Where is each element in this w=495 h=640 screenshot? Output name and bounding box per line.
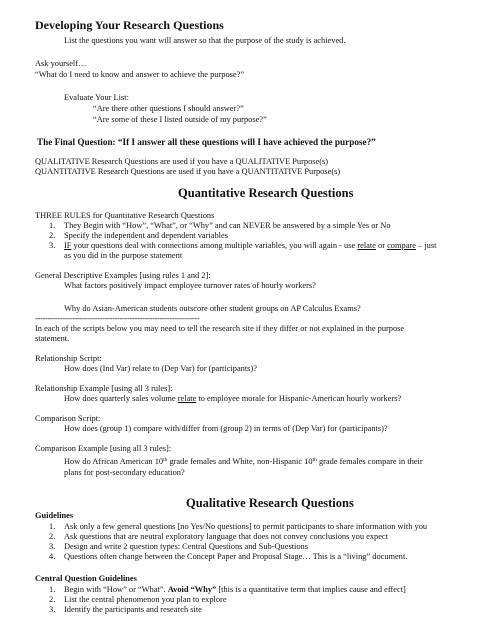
guideline-1: Ask only a few general questions [no Yes/No questions] to permit participants to share information with you: [64, 522, 428, 531]
qualitative-heading: Qualitative Research Questions: [186, 496, 354, 510]
guideline-number: 1.: [49, 522, 56, 531]
central-number: 2.: [49, 595, 56, 604]
dashed-divider: ------------------------------------------------------------------: [35, 314, 200, 323]
evaluate-question-2: “Are some of these I listed outside of my purpose?”: [93, 115, 267, 124]
guidelines-label: Guidelines: [35, 511, 74, 520]
page-title: Developing Your Research Questions: [35, 18, 224, 32]
ask-question-text: “What do I need to know and answer to achieve the purpose?”: [35, 70, 245, 79]
guideline-number: 3.: [49, 542, 56, 551]
central-guideline-2: List the central phenomenon you plan to explore: [64, 595, 227, 604]
ask-yourself-label: Ask yourself…: [35, 59, 87, 68]
central-guidelines-label: Central Question Guidelines: [35, 574, 137, 583]
rel-ex-part-b: to employee morale for Hispanic-American hourly workers?: [196, 394, 402, 403]
cmp-ex-part-b: grade females and White, non-Hispanic 10: [167, 457, 313, 466]
final-question: The Final Question: “If I answer all these questions will I have achieved the purpose?”: [37, 137, 376, 147]
three-rules-label: THREE RULES for Quantitative Research Questions: [35, 211, 215, 220]
rel-ex-relate: relate: [177, 394, 197, 403]
general-examples-label: General Descriptive Examples [using rules 1 and 2]:: [35, 271, 211, 280]
cmp-ex-sup-1: th: [163, 457, 168, 463]
rule-3-text-line2: as you did in the purpose statement: [64, 251, 183, 260]
cmp-ex-part-c: grade females compare in their: [316, 457, 423, 466]
rule-3-or: or: [375, 241, 388, 250]
guideline-number: 4.: [49, 552, 56, 561]
rule-3-compare: compare: [387, 241, 416, 250]
relationship-example-label: Relationship Example [using all 3 rules]:: [35, 384, 173, 393]
central-guideline-1: [64, 585, 406, 595]
general-example-2: Why do Asian-American students outscore other student groups on AP Calculus Exams?: [64, 304, 361, 313]
comparison-example-line2: plans for post-secondary education?: [64, 468, 185, 477]
rule-3-tail: – just: [415, 241, 437, 250]
scripts-note-line2: statement.: [35, 334, 70, 343]
rule-3-body: your questions deal with connections among multiple variables, you will again - use: [71, 241, 358, 250]
central-1-part-a: Begin with “How” or “What”.: [64, 585, 168, 594]
rule-1-text: They Begin with “How”, “What”, or “Why” and can NEVER be answered by a simple Yes or No: [64, 221, 391, 230]
comparison-script-label: Comparison Script:: [35, 414, 101, 423]
rule-3-relate: relate: [357, 241, 376, 250]
rule-number: 2.: [49, 231, 56, 240]
central-number: 1.: [49, 585, 56, 594]
rule-number: 1.: [49, 221, 56, 230]
rule-3-if: IF: [64, 241, 72, 250]
central-1-avoid: Avoid “Why”: [167, 585, 217, 594]
comparison-script-text: How does (group 1) compare with/differ from (group 2) in terms of (Dep Var) for (participants)?: [64, 424, 388, 433]
central-number: 3.: [49, 605, 56, 614]
relationship-script-label: Relationship Script:: [35, 354, 102, 363]
cmp-ex-sup-2: th: [312, 457, 317, 463]
guideline-3: Design and write 2 question types: Central Questions and Sub-Questions: [64, 542, 309, 551]
comparison-example-text: [64, 457, 423, 467]
cmp-ex-part-a: How do African American 10: [64, 457, 164, 466]
rule-2-text: Specify the independent and dependent variables: [64, 231, 228, 240]
evaluate-label: Evaluate Your List:: [64, 93, 129, 102]
rel-ex-part-a: How does quarterly sales volume: [64, 394, 178, 403]
quantitative-heading: Quantitative Research Questions: [178, 186, 354, 200]
evaluate-question-1: “Are there other questions I should answer?”: [93, 104, 244, 113]
rule-number: 3.: [49, 241, 56, 250]
central-1-part-b: [this is a quantitative term that implies cause and effect]: [216, 585, 406, 594]
relationship-script-text: How does (Ind Var) relate to (Dep Var) for (participants)?: [64, 364, 257, 373]
general-example-1: What factors positively impact employee turnover rates of hourly workers?: [64, 281, 316, 290]
scripts-note: In each of the scripts below you may need to tell the research site if they differ or not explained in the purpose: [35, 324, 405, 333]
quantitative-purpose-line: QUANTITATIVE Research Questions are used if you have a QUANTITATIVE Purpose(s): [35, 167, 341, 176]
guideline-2: Ask questions that are neutral exploratory language that does not convey conclusions you expect: [64, 532, 388, 541]
guideline-4: Questions often change between the Concept Paper and Proposal Stage… This is a “living” document.: [64, 552, 408, 561]
central-guideline-3: Identify the participants and research site: [64, 605, 202, 614]
intro-text: List the questions you want will answer so that the purpose of the study is achieved.: [64, 36, 346, 45]
comparison-example-label: Comparison Example [using all 3 rules]:: [35, 444, 172, 453]
relationship-example-text: [64, 394, 401, 404]
rule-3-text: [64, 241, 436, 251]
guideline-number: 2.: [49, 532, 56, 541]
qualitative-purpose-line: QUALITATIVE Research Questions are used if you have a QUALITATIVE Purpose(s): [35, 157, 329, 166]
